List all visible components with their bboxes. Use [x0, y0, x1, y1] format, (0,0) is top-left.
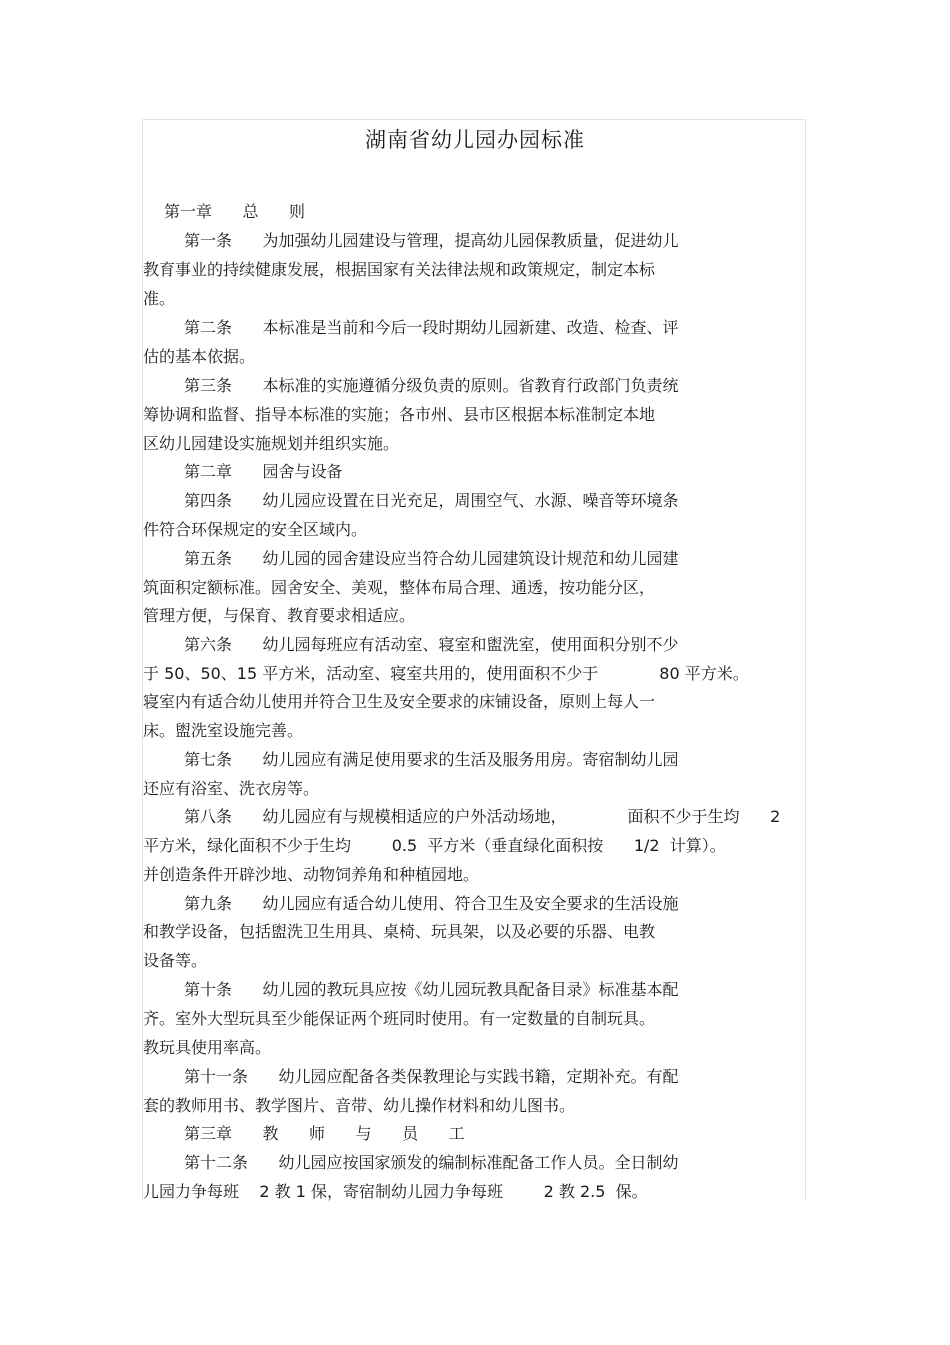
chapter-heading: 第二章 园舍与设备 — [184, 462, 343, 481]
article-line: 筹协调和监督、指导本标准的实施；各市州、县市区根据本标准制定本地 — [143, 405, 656, 424]
article-line: 筑面积定额标准。园舍安全、美观，整体布局合理、通透，按功能分区， — [143, 578, 656, 597]
article-line: 第六条 幼儿园每班应有活动室、寝室和盥洗室，使用面积分别不少 — [184, 635, 679, 654]
article-line: 平方米，绿化面积不少于生均 0.5 平方米（垂直绿化面积按 1/2 计算）。 — [143, 836, 726, 855]
article-line: 估的基本依据。 — [143, 347, 256, 366]
article-line: 第十条 幼儿园的教玩具应按《幼儿园玩教具配备目录》标准基本配 — [184, 980, 679, 999]
article-line: 区幼儿园建设实施规划并组织实施。 — [143, 434, 400, 453]
article-line: 第三条 本标准的实施遵循分级负责的原则。省教育行政部门负责统 — [184, 376, 679, 395]
article-line: 第二条 本标准是当前和今后一段时期幼儿园新建、改造、检查、评 — [184, 318, 679, 337]
article-line: 管理方便，与保育、教育要求相适应。 — [143, 606, 416, 625]
article-line: 第四条 幼儿园应设置在日光充足，周围空气、水源、噪音等环境条 — [184, 491, 679, 510]
article-line: 第十二条 幼儿园应按国家颁发的编制标准配备工作人员。全日制幼 — [184, 1153, 679, 1172]
article-line: 准。 — [143, 289, 176, 308]
article-line: 教玩具使用率高。 — [143, 1038, 272, 1057]
article-line: 寝室内有适合幼儿使用并符合卫生及安全要求的床铺设备，原则上每人一 — [143, 692, 656, 711]
article-line: 第五条 幼儿园的园舍建设应当符合幼儿园建筑设计规范和幼儿园建 — [184, 549, 679, 568]
article-line: 齐。室外大型玩具至少能保证两个班同时使用。有一定数量的自制玩具。 — [143, 1009, 656, 1028]
article-line: 并创造条件开辟沙地、动物饲养角和种植园地。 — [143, 865, 480, 884]
article-line: 教育事业的持续健康发展，根据国家有关法律法规和政策规定，制定本标 — [143, 260, 656, 279]
article-line: 套的教师用书、教学图片、音带、幼儿操作材料和幼儿图书。 — [143, 1096, 576, 1115]
article-line: 第十一条 幼儿园应配备各类保教理论与实践书籍，定期补充。有配 — [184, 1067, 679, 1086]
article-line: 第九条 幼儿园应有适合幼儿使用、符合卫生及安全要求的生活设施 — [184, 894, 679, 913]
article-line: 第一条 为加强幼儿园建设与管理，提高幼儿园保教质量，促进幼儿 — [184, 231, 679, 250]
chapter-heading: 第一章 总 则 — [164, 202, 306, 221]
article-line: 第八条 幼儿园应有与规模相适应的户外活动场地， 面积不少于生均 2 — [184, 807, 781, 826]
article-line: 还应有浴室、洗衣房等。 — [143, 779, 320, 798]
chapter-heading: 第三章 教 师 与 员 工 — [184, 1124, 465, 1143]
article-line: 件符合环保规定的安全区域内。 — [143, 520, 368, 539]
article-line: 儿园力争每班 2 教 1 保，寄宿制幼儿园力争每班 2 教 2.5 保。 — [143, 1182, 648, 1201]
article-line: 设备等。 — [143, 951, 208, 970]
document-title: 湖南省幼儿园办园标准 — [365, 128, 585, 152]
article-line: 和教学设备，包括盥洗卫生用具、桌椅、玩具架，以及必要的乐器、电教 — [143, 922, 656, 941]
article-line: 第七条 幼儿园应有满足使用要求的生活及服务用房。寄宿制幼儿园 — [184, 750, 679, 769]
article-line: 床。盥洗室设施完善。 — [143, 721, 304, 740]
article-line: 于 50、50、15 平方米，活动室、寝室共用的，使用面积不少于 80 平方米。 — [143, 664, 749, 683]
